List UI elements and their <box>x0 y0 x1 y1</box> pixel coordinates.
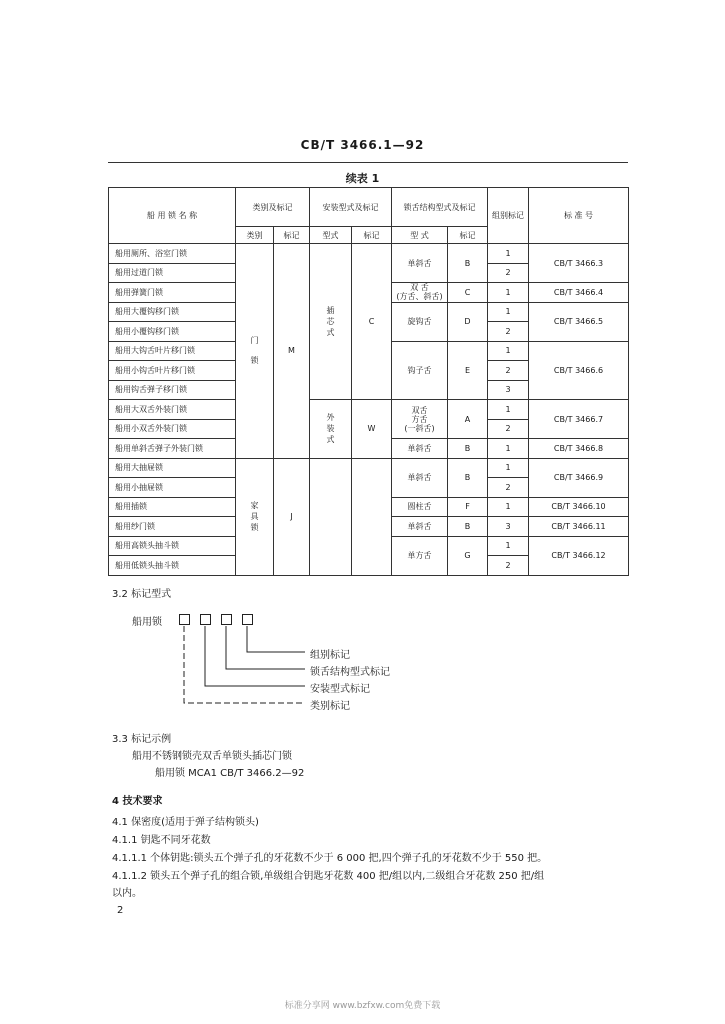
lock-name: 船用小钩舌叶片移门锁 <box>109 361 236 381</box>
col-header-bolt: 锁舌结构型式及标记 <box>392 188 488 227</box>
col-header-name: 船 用 锁 名 称 <box>109 188 236 244</box>
bolt-type: 单斜舌 <box>392 439 448 459</box>
bolt-mark: E <box>448 341 488 400</box>
lock-name: 船用大抽屉锁 <box>109 458 236 478</box>
bolt-type: 单斜舌 <box>392 458 448 497</box>
footer-watermark: 标准分享网 www.bzfxw.com免费下载 <box>284 1001 441 1011</box>
standard-no: CB/T 3466.7 <box>529 400 629 439</box>
label-category-mark: 类别标记 <box>310 701 350 712</box>
group-mark: 3 <box>488 517 529 537</box>
lock-name: 船用大钩舌叶片移门锁 <box>109 341 236 361</box>
label-bolt-mark: 锁舌结构型式标记 <box>310 667 390 678</box>
category-furniture-mark: J <box>274 458 310 575</box>
lock-name: 船用纱门锁 <box>109 517 236 537</box>
standard-no: CB/T 3466.12 <box>529 536 629 575</box>
group-mark: 3 <box>488 380 529 400</box>
clause-4-1: 4.1 保密度(适用于弹子结构锁头) <box>112 817 259 828</box>
bolt-mark: B <box>448 458 488 497</box>
standard-no: CB/T 3466.4 <box>529 283 629 303</box>
lock-name: 船用小双舌外装门锁 <box>109 419 236 439</box>
clause-4-1-1-2-cont: 以内。 <box>112 888 142 899</box>
col-header-standard: 标 准 号 <box>529 188 629 244</box>
group-mark: 1 <box>488 341 529 361</box>
sub-header-mark: 标记 <box>274 227 310 244</box>
clause-4-1-1: 4.1.1 钥匙不同牙花数 <box>112 835 211 846</box>
lock-name: 船用小覆钩移门锁 <box>109 322 236 342</box>
group-mark: 1 <box>488 439 529 459</box>
label-install-mark: 安装型式标记 <box>310 684 370 695</box>
lock-name: 船用小抽屉锁 <box>109 478 236 498</box>
group-mark: 2 <box>488 419 529 439</box>
col-header-group: 组别标记 <box>488 188 529 244</box>
standard-no: CB/T 3466.6 <box>529 341 629 400</box>
group-mark: 2 <box>488 478 529 498</box>
standard-code: CB/T 3466.1—92 <box>300 138 425 152</box>
lock-name: 船用低锁头抽斗锁 <box>109 556 236 576</box>
section-3-3-title: 3.3 标记示例 <box>112 734 172 745</box>
group-mark: 2 <box>488 556 529 576</box>
standard-no: CB/T 3466.3 <box>529 244 629 283</box>
sub-header-category: 类别 <box>236 227 274 244</box>
bolt-type: 圆柱舌 <box>392 497 448 517</box>
install-surface-mark: W <box>352 400 392 459</box>
sub-header-bolt-type: 型 式 <box>392 227 448 244</box>
page-number: 2 <box>117 905 124 916</box>
group-mark: 1 <box>488 458 529 478</box>
table-caption: 续表 1 <box>345 172 380 185</box>
group-mark: 2 <box>488 322 529 342</box>
bolt-double2-line2: 方舌 <box>411 414 428 424</box>
example-description: 船用不锈钢锁壳双舌单锁头插芯门锁 <box>132 751 292 762</box>
bolt-type: 单斜舌 <box>392 517 448 537</box>
bolt-type: 旋钩舌 <box>392 302 448 341</box>
bolt-mark: F <box>448 497 488 517</box>
group-mark: 1 <box>488 283 529 303</box>
sub-header-type-mark: 标记 <box>352 227 392 244</box>
group-mark: 1 <box>488 244 529 264</box>
install-surface: 外装式 <box>326 413 335 445</box>
bolt-mark: B <box>448 517 488 537</box>
lock-name: 船用高锁头抽斗锁 <box>109 536 236 556</box>
bolt-mark: G <box>448 536 488 575</box>
bolt-type: 钩子舌 <box>392 341 448 400</box>
sub-header-bolt-mark: 标记 <box>448 227 488 244</box>
install-mortise: 插芯式 <box>326 306 335 337</box>
col-header-category: 类别及标记 <box>236 188 310 227</box>
lock-name: 船用单斜舌弹子外装门锁 <box>109 439 236 459</box>
clause-4-1-1-2: 4.1.1.2 锁头五个弹子孔的组合锁,单级组合钥匙牙花数 400 把/组以内,二级组合牙花数 250 把/组 <box>112 871 545 882</box>
label-group-mark: 组别标记 <box>310 650 350 661</box>
lock-name: 船用厕所、浴室门锁 <box>109 244 236 264</box>
standard-no: CB/T 3466.5 <box>529 302 629 341</box>
install-mortise-mark: C <box>352 244 392 400</box>
bolt-double-line2: (方舌、斜舌) <box>396 292 443 302</box>
lock-name: 船用钩舌弹子移门锁 <box>109 380 236 400</box>
lock-name: 船用过道门锁 <box>109 263 236 283</box>
bolt-type: 单斜舌 <box>392 244 448 283</box>
group-mark: 1 <box>488 497 529 517</box>
group-mark: 1 <box>488 400 529 420</box>
bolt-double2-line1: 双舌 <box>411 405 428 415</box>
bolt-double2-line3: (一斜舌) <box>404 423 435 433</box>
bolt-double-line1: 双 舌 <box>410 283 429 293</box>
bolt-mark: C <box>448 283 488 303</box>
group-mark: 1 <box>488 302 529 322</box>
bolt-mark: D <box>448 302 488 341</box>
col-header-install: 安装型式及标记 <box>310 188 392 227</box>
bolt-type: 单方舌 <box>392 536 448 575</box>
standard-no: CB/T 3466.10 <box>529 497 629 517</box>
mark-prefix: 船用锁 <box>132 617 162 628</box>
category-door-mark: M <box>274 244 310 459</box>
category-door: 门锁 <box>250 335 259 365</box>
bolt-mark: A <box>448 400 488 439</box>
lock-name: 船用大双舌外装门锁 <box>109 400 236 420</box>
group-mark: 1 <box>488 536 529 556</box>
group-mark: 2 <box>488 361 529 381</box>
lock-name: 船用弹簧门锁 <box>109 283 236 303</box>
clause-4-1-1-1: 4.1.1.1 个体钥匙:锁头五个弹子孔的牙花数不少于 6 000 把,四个弹子孔的牙花数不少于 550 把。 <box>112 853 548 864</box>
category-furniture: 家具锁 <box>250 501 259 532</box>
standard-no: CB/T 3466.9 <box>529 458 629 497</box>
lock-name: 船用大覆钩移门锁 <box>109 302 236 322</box>
bolt-mark: B <box>448 439 488 459</box>
standard-no: CB/T 3466.8 <box>529 439 629 459</box>
group-mark: 2 <box>488 263 529 283</box>
lock-name: 船用插锁 <box>109 497 236 517</box>
standard-no: CB/T 3466.11 <box>529 517 629 537</box>
example-mark: 船用锁 MCA1 CB/T 3466.2—92 <box>155 768 305 779</box>
sub-header-type: 型式 <box>310 227 352 244</box>
section-3-2-title: 3.2 标记型式 <box>112 589 172 600</box>
bolt-mark: B <box>448 244 488 283</box>
section-4-title: 4 技术要求 <box>112 796 163 807</box>
